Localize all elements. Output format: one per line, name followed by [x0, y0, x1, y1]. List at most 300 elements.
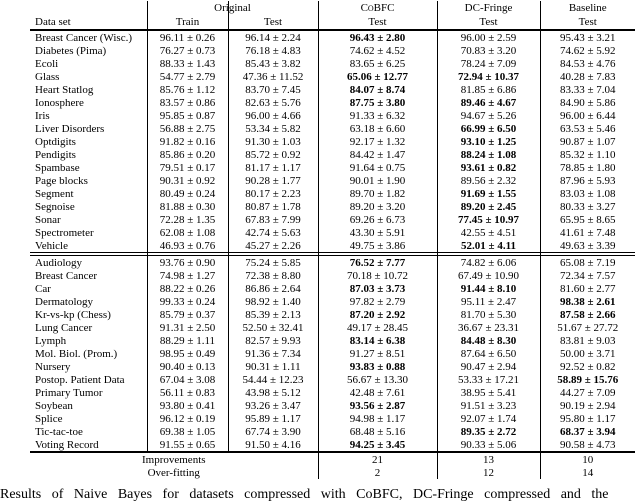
original-test-cell: 82.63 ± 5.76: [228, 96, 318, 109]
original-test-cell: 45.27 ± 2.26: [228, 239, 318, 253]
train-cell: 72.28 ± 1.35: [147, 213, 228, 226]
dataset-name-cell: Splice: [35, 412, 63, 425]
result-value: 93.56 ± 2.87: [349, 399, 406, 412]
dataset-name-cell: Soybean: [35, 399, 73, 412]
result-value: 70.83 ± 3.20: [460, 44, 517, 57]
baseline-test-cell: [540, 308, 635, 321]
train-cell: 62.08 ± 1.08: [147, 226, 228, 239]
result-value: 96.00 ± 6.44: [559, 109, 616, 122]
result-value: 72.34 ± 7.57: [559, 269, 616, 282]
cobfc-test-cell: 56.67 ± 13.30: [318, 373, 437, 386]
result-value: 67.49 ± 10.90: [457, 269, 520, 282]
original-test-cell: 47.36 ± 11.52: [228, 70, 318, 83]
original-test-cell: 83.70 ± 7.45: [228, 83, 318, 96]
dcfringe-count: 12: [437, 466, 540, 479]
dataset-name-cell: Sonar: [35, 213, 61, 226]
baseline-test-cell: [540, 161, 635, 174]
result-value: 36.67 ± 23.31: [457, 321, 520, 334]
dcfringe-test-cell: [437, 30, 540, 44]
table-row: [30, 438, 635, 452]
result-value: 70.18 ± 10.72: [346, 269, 409, 282]
original-test-cell: 75.24 ± 5.85: [228, 256, 318, 270]
result-value: 90.47 ± 2.94: [460, 360, 517, 373]
train-cell: 76.27 ± 0.73: [147, 44, 228, 57]
train-cell: 67.04 ± 3.08: [147, 373, 228, 386]
dcfringe-test-cell: 81.70 ± 5.30: [437, 308, 540, 321]
table-row: [30, 187, 635, 200]
original-test-cell: 43.98 ± 5.12: [228, 386, 318, 399]
baseline-test-cell: [540, 148, 635, 161]
train-cell: 85.76 ± 1.12: [147, 83, 228, 96]
column-header-dcfringe: DC-Fringe: [437, 1, 540, 15]
train-cell: 54.77 ± 2.79: [147, 70, 228, 83]
original-test-cell: 80.87 ± 1.78: [228, 200, 318, 213]
baseline-test-cell: [540, 70, 635, 83]
baseline-test-cell: [540, 174, 635, 187]
baseline-test-cell: 63.53 ± 5.46: [540, 122, 635, 135]
dataset-name-cell: Mol. Biol. (Prom.): [35, 347, 118, 360]
column-subheader-cobfc-test: Test: [318, 15, 437, 30]
table-row: [30, 308, 635, 321]
dataset-name-cell: Segment: [35, 187, 74, 200]
table-row: [30, 334, 635, 347]
baseline-test-cell: 44.27 ± 7.09: [540, 386, 635, 399]
original-test-cell: 91.30 ± 1.03: [228, 135, 318, 148]
result-value: 91.69 ± 1.55: [460, 187, 517, 200]
table-row: [30, 135, 635, 148]
table-row: [30, 70, 635, 83]
table-row: [30, 226, 635, 239]
summary-label: Over-fitting: [147, 466, 200, 479]
result-value: 53.33 ± 17.21: [457, 373, 520, 386]
table-row: [30, 148, 635, 161]
train-cell: 85.86 ± 0.20: [147, 148, 228, 161]
table-row: [30, 386, 635, 399]
cobfc-test-cell: 94.98 ± 1.17: [318, 412, 437, 425]
table-row: [30, 30, 635, 44]
baseline-test-cell: [540, 200, 635, 213]
dcfringe-test-cell: [437, 386, 540, 399]
cobfc-test-cell: [318, 256, 437, 270]
baseline-test-cell: 49.63 ± 3.39: [540, 239, 635, 253]
result-value: 81.60 ± 2.77: [559, 282, 616, 295]
original-test-cell: 53.34 ± 5.82: [228, 122, 318, 135]
result-value: 90.33 ± 5.06: [460, 438, 517, 451]
dcfringe-test-cell: [437, 347, 540, 360]
cobfc-test-cell: 91.33 ± 6.32: [318, 109, 437, 122]
result-value: 41.61 ± 7.48: [559, 226, 616, 239]
cobfc-test-cell: 90.01 ± 1.90: [318, 174, 437, 187]
result-value: 87.96 ± 5.93: [559, 174, 616, 187]
cobfc-test-cell: 89.20 ± 3.20: [318, 200, 437, 213]
train-cell: 83.57 ± 0.86: [147, 96, 228, 109]
dataset-name-cell: Liver Disorders: [35, 122, 105, 135]
train-cell: 81.88 ± 0.30: [147, 200, 228, 213]
result-value: 42.55 ± 4.51: [460, 226, 517, 239]
result-value: 74.62 ± 5.92: [559, 44, 616, 57]
baseline-test-cell: 84.90 ± 5.86: [540, 96, 635, 109]
result-value: 93.83 ± 0.88: [349, 360, 406, 373]
train-cell: 90.31 ± 0.92: [147, 174, 228, 187]
dcfringe-test-cell: [437, 44, 540, 57]
result-value: 84.07 ± 8.74: [349, 83, 406, 96]
dataset-name-cell: Spectrometer: [35, 226, 94, 239]
result-value: 84.53 ± 4.76: [559, 57, 616, 70]
original-test-cell: 76.18 ± 4.83: [228, 44, 318, 57]
baseline-count: 10: [540, 452, 635, 466]
original-test-cell: 90.28 ± 1.77: [228, 174, 318, 187]
cobfc-test-cell: [318, 438, 437, 452]
baseline-test-cell: 65.95 ± 8.65: [540, 213, 635, 226]
result-value: 98.38 ± 2.61: [559, 295, 616, 308]
dataset-name-cell: Audiology: [35, 256, 83, 269]
dcfringe-test-cell: [437, 412, 540, 425]
cobfc-count: 21: [318, 452, 437, 466]
result-value: 72.94 ± 10.37: [457, 70, 520, 83]
original-test-cell: 54.44 ± 12.23: [228, 373, 318, 386]
table-row: [30, 256, 635, 270]
result-value: 40.28 ± 7.83: [559, 70, 616, 83]
original-test-cell: 85.72 ± 0.92: [228, 148, 318, 161]
table-row: [30, 174, 635, 187]
result-value: 91.51 ± 3.23: [460, 399, 517, 412]
table-row: [30, 122, 635, 135]
train-cell: 88.29 ± 1.11: [147, 334, 228, 347]
dcfringe-test-cell: [437, 239, 540, 253]
dataset-name-cell: Nursery: [35, 360, 71, 373]
train-cell: 93.76 ± 0.90: [147, 256, 228, 270]
table-row: [30, 399, 635, 412]
baseline-test-cell: 83.03 ± 1.08: [540, 187, 635, 200]
baseline-test-cell: 83.81 ± 9.03: [540, 334, 635, 347]
table-caption: Results of Naive Bayes for datasets compressed with CoBFC, DC-Fringe compressed and the: [0, 487, 609, 502]
dataset-name-cell: Ionosphere: [35, 96, 84, 109]
baseline-test-cell: [540, 347, 635, 360]
cobfc-test-cell: 91.27 ± 8.51: [318, 347, 437, 360]
result-value: 93.10 ± 1.25: [460, 135, 517, 148]
dcfringe-test-cell: [437, 226, 540, 239]
result-value: 49.17 ± 28.45: [346, 321, 409, 334]
dcfringe-test-cell: [437, 334, 540, 347]
result-value: 80.33 ± 3.27: [559, 200, 616, 213]
baseline-test-cell: [540, 282, 635, 295]
train-cell: 88.22 ± 0.26: [147, 282, 228, 295]
original-test-cell: 82.57 ± 9.93: [228, 334, 318, 347]
dataset-name-cell: Car: [35, 282, 51, 295]
cobfc-test-cell: 83.65 ± 6.25: [318, 57, 437, 70]
dataset-name-cell: Optdigits: [35, 135, 76, 148]
train-cell: 93.80 ± 0.41: [147, 399, 228, 412]
result-value: 96.00 ± 2.59: [460, 31, 517, 44]
baseline-test-cell: 83.33 ± 7.04: [540, 83, 635, 96]
table-row: [30, 57, 635, 70]
result-value: 87.03 ± 3.73: [349, 282, 406, 295]
result-value: 84.48 ± 8.30: [460, 334, 517, 347]
dcfringe-test-cell: [437, 321, 540, 334]
train-cell: 91.31 ± 2.50: [147, 321, 228, 334]
result-value: 50.00 ± 3.71: [559, 347, 616, 360]
dataset-name-cell: Breast Cancer: [35, 269, 97, 282]
table-row: [30, 44, 635, 57]
result-value: 77.45 ± 10.97: [457, 213, 520, 226]
original-test-cell: 67.74 ± 3.90: [228, 425, 318, 438]
baseline-test-cell: [540, 360, 635, 373]
dataset-name-cell: Kr-vs-kp (Chess): [35, 308, 111, 321]
original-test-cell: 42.74 ± 5.63: [228, 226, 318, 239]
original-test-cell: 96.14 ± 2.24: [228, 30, 318, 44]
dataset-name-cell: Ecoli: [35, 57, 59, 70]
cobfc-test-cell: [318, 30, 437, 44]
cobfc-test-cell: 97.82 ± 2.79: [318, 295, 437, 308]
result-value: 95.43 ± 3.21: [559, 31, 616, 44]
table-row: [30, 321, 635, 334]
train-cell: 69.38 ± 1.05: [147, 425, 228, 438]
train-cell: 46.93 ± 0.76: [147, 239, 228, 253]
result-value: 78.85 ± 1.80: [559, 161, 616, 174]
train-cell: 90.40 ± 0.13: [147, 360, 228, 373]
dataset-name-cell: Postop. Patient Data: [35, 373, 125, 386]
dataset-name-cell: Vehicle: [35, 239, 68, 252]
dataset-name-cell: Lymph: [35, 334, 67, 347]
result-value: 68.37 ± 3.94: [559, 425, 616, 438]
original-test-cell: 93.26 ± 3.47: [228, 399, 318, 412]
dcfringe-test-cell: [437, 83, 540, 96]
result-value: 76.52 ± 7.77: [349, 256, 406, 269]
table-row: [30, 282, 635, 295]
baseline-test-cell: 90.58 ± 4.73: [540, 438, 635, 452]
cobfc-test-cell: [318, 399, 437, 412]
train-cell: 98.95 ± 0.49: [147, 347, 228, 360]
table-row: [30, 161, 635, 174]
table-row: [30, 373, 635, 386]
result-value: 91.44 ± 8.10: [460, 282, 517, 295]
summary-row: [30, 452, 635, 466]
original-test-cell: 72.38 ± 8.80: [228, 269, 318, 282]
dcfringe-test-cell: [437, 438, 540, 452]
dcfringe-test-cell: [437, 269, 540, 282]
table-row: [30, 360, 635, 373]
original-test-cell: 52.50 ± 32.41: [228, 321, 318, 334]
result-value: 89.46 ± 4.67: [460, 96, 517, 109]
baseline-test-cell: [540, 57, 635, 70]
dcfringe-test-cell: [437, 96, 540, 109]
dcfringe-test-cell: [437, 57, 540, 70]
dataset-name-cell: Dermatology: [35, 295, 94, 308]
original-test-cell: 98.92 ± 1.40: [228, 295, 318, 308]
cobfc-test-cell: 92.17 ± 1.32: [318, 135, 437, 148]
result-value: 95.80 ± 1.17: [559, 412, 616, 425]
dataset-name-cell: Segnoise: [35, 200, 75, 213]
table-row: [30, 239, 635, 253]
column-subheader-dcfringe-test: Test: [437, 15, 540, 30]
train-cell: 99.33 ± 0.24: [147, 295, 228, 308]
cobfc-count: 2: [318, 466, 437, 479]
result-value: 52.01 ± 4.11: [461, 239, 516, 252]
dataset-name-cell: Glass: [35, 70, 60, 83]
cobfc-test-cell: 63.18 ± 6.60: [318, 122, 437, 135]
original-test-cell: 85.39 ± 2.13: [228, 308, 318, 321]
table-row: [30, 412, 635, 425]
baseline-test-cell: [540, 412, 635, 425]
original-test-cell: 81.17 ± 1.17: [228, 161, 318, 174]
dataset-name-cell: Iris: [35, 109, 50, 122]
cobfc-test-cell: [318, 83, 437, 96]
dcfringe-test-cell: [437, 70, 540, 83]
dataset-name-cell: Heart Statlog: [35, 83, 94, 96]
column-header-dataset: Data set: [30, 1, 147, 30]
baseline-test-cell: [540, 109, 635, 122]
result-value: 92.52 ± 0.82: [559, 360, 616, 373]
baseline-test-cell: [540, 135, 635, 148]
baseline-test-cell: [540, 226, 635, 239]
cobfc-test-cell: [318, 269, 437, 282]
cobfc-test-cell: [318, 308, 437, 321]
cobfc-test-cell: 89.70 ± 1.82: [318, 187, 437, 200]
dcfringe-test-cell: [437, 425, 540, 438]
train-cell: 85.79 ± 0.37: [147, 308, 228, 321]
dcfringe-test-cell: [437, 360, 540, 373]
table-row: [30, 425, 635, 438]
column-header-baseline: Baseline: [540, 1, 635, 15]
table-row: [30, 347, 635, 360]
cobfc-test-cell: [318, 334, 437, 347]
dcfringe-test-cell: [437, 109, 540, 122]
dcfringe-test-cell: [437, 399, 540, 412]
train-cell: 56.88 ± 2.75: [147, 122, 228, 135]
result-value: 90.87 ± 1.07: [559, 135, 616, 148]
result-value: 83.14 ± 6.38: [349, 334, 406, 347]
baseline-count: 14: [540, 466, 635, 479]
dcfringe-test-cell: [437, 161, 540, 174]
dataset-name-cell: Diabetes (Pima): [35, 44, 107, 57]
table-row: [30, 96, 635, 109]
baseline-test-cell: [540, 30, 635, 44]
result-value: 94.67 ± 5.26: [460, 109, 517, 122]
dcfringe-test-cell: [437, 213, 540, 226]
dataset-name-cell: Voting Record: [35, 438, 99, 451]
result-value: 89.20 ± 2.45: [460, 200, 517, 213]
dcfringe-test-cell: [437, 148, 540, 161]
train-cell: 74.98 ± 1.27: [147, 269, 228, 282]
result-value: 94.25 ± 3.45: [349, 438, 406, 451]
dataset-name-cell: Page blocks: [35, 174, 88, 187]
cobfc-test-cell: 68.48 ± 5.16: [318, 425, 437, 438]
dcfringe-test-cell: [437, 135, 540, 148]
cobfc-test-cell: 84.42 ± 1.47: [318, 148, 437, 161]
table-row: [30, 83, 635, 96]
train-cell: 56.11 ± 0.83: [147, 386, 228, 399]
train-cell: 80.49 ± 0.24: [147, 187, 228, 200]
original-test-cell: 80.17 ± 2.23: [228, 187, 318, 200]
train-cell: 88.33 ± 1.43: [147, 57, 228, 70]
table-row: [30, 213, 635, 226]
dcfringe-test-cell: 89.56 ± 2.32: [437, 174, 540, 187]
baseline-test-cell: [540, 269, 635, 282]
dcfringe-test-cell: [437, 200, 540, 213]
cobfc-test-cell: [318, 70, 437, 83]
result-value: 81.85 ± 6.86: [460, 83, 517, 96]
result-value: 66.99 ± 6.50: [460, 122, 517, 135]
original-test-cell: 91.36 ± 7.34: [228, 347, 318, 360]
train-cell: 79.51 ± 0.17: [147, 161, 228, 174]
dataset-name-cell: Pendigits: [35, 148, 76, 161]
dcfringe-test-cell: 95.11 ± 2.47: [437, 295, 540, 308]
dataset-name-cell: Spambase: [35, 161, 80, 174]
cobfc-test-cell: 43.30 ± 5.91: [318, 226, 437, 239]
column-header-test: Test: [228, 15, 318, 30]
result-value: 58.89 ± 15.76: [557, 373, 619, 386]
original-test-cell: 91.50 ± 4.16: [228, 438, 318, 452]
result-value: 93.61 ± 0.82: [460, 161, 517, 174]
cobfc-test-cell: 69.26 ± 6.73: [318, 213, 437, 226]
column-header-train: Train: [147, 15, 228, 30]
summary-label: Improvements: [30, 452, 318, 466]
train-cell: 91.55 ± 0.65: [147, 438, 228, 452]
baseline-test-cell: 90.19 ± 2.94: [540, 399, 635, 412]
result-value: 88.24 ± 1.08: [460, 148, 517, 161]
table-row: [30, 109, 635, 122]
baseline-test-cell: [540, 425, 635, 438]
dataset-name-cell: Breast Cancer (Wisc.): [35, 31, 132, 44]
train-cell: 91.82 ± 0.16: [147, 135, 228, 148]
cobfc-test-cell: [318, 360, 437, 373]
result-value: 38.95 ± 5.41: [460, 386, 517, 399]
baseline-test-cell: [540, 295, 635, 308]
baseline-test-cell: [540, 44, 635, 57]
original-test-cell: 90.31 ± 1.11: [228, 360, 318, 373]
dataset-name-cell: Tic-tac-toe: [35, 425, 83, 438]
dataset-name-cell: Primary Tumor: [35, 386, 103, 399]
baseline-test-cell: 65.08 ± 7.19: [540, 256, 635, 270]
result-value: 85.32 ± 1.10: [559, 148, 616, 161]
original-test-cell: 67.83 ± 7.99: [228, 213, 318, 226]
original-test-cell: 96.00 ± 4.66: [228, 109, 318, 122]
dcfringe-test-cell: [437, 373, 540, 386]
result-value: 87.75 ± 3.80: [349, 96, 406, 109]
column-subheader-baseline-test: Test: [540, 15, 635, 30]
baseline-test-cell: [540, 373, 635, 386]
train-cell: 95.85 ± 0.87: [147, 109, 228, 122]
cobfc-test-cell: [318, 321, 437, 334]
table-row: [30, 269, 635, 282]
results-table: [30, 1, 635, 479]
result-value: 89.35 ± 2.72: [460, 425, 517, 438]
result-value: 87.20 ± 2.92: [349, 308, 406, 321]
cobfc-test-cell: [318, 96, 437, 109]
column-group-original: Original: [147, 1, 318, 15]
dataset-name-cell: Lung Cancer: [35, 321, 93, 334]
summary-row: [30, 466, 635, 479]
result-value: 65.06 ± 12.77: [346, 70, 409, 83]
train-cell: 96.12 ± 0.19: [147, 412, 228, 425]
dcfringe-test-cell: 74.82 ± 6.06: [437, 256, 540, 270]
baseline-test-cell: 51.67 ± 27.72: [540, 321, 635, 334]
train-cell: 96.11 ± 0.26: [147, 30, 228, 44]
result-value: 87.58 ± 2.66: [559, 308, 616, 321]
cobfc-test-cell: 49.75 ± 3.86: [318, 239, 437, 253]
dcfringe-test-cell: [437, 122, 540, 135]
dcfringe-test-cell: [437, 282, 540, 295]
result-value: 96.43 ± 2.80: [349, 31, 406, 44]
header-row-groups: [30, 1, 635, 15]
dcfringe-test-cell: [437, 187, 540, 200]
original-test-cell: 86.86 ± 2.64: [228, 282, 318, 295]
cobfc-test-cell: [318, 282, 437, 295]
result-value: 92.07 ± 1.74: [460, 412, 517, 425]
table-row: [30, 200, 635, 213]
cobfc-test-cell: 91.64 ± 0.75: [318, 161, 437, 174]
cobfc-test-cell: 42.48 ± 7.61: [318, 386, 437, 399]
